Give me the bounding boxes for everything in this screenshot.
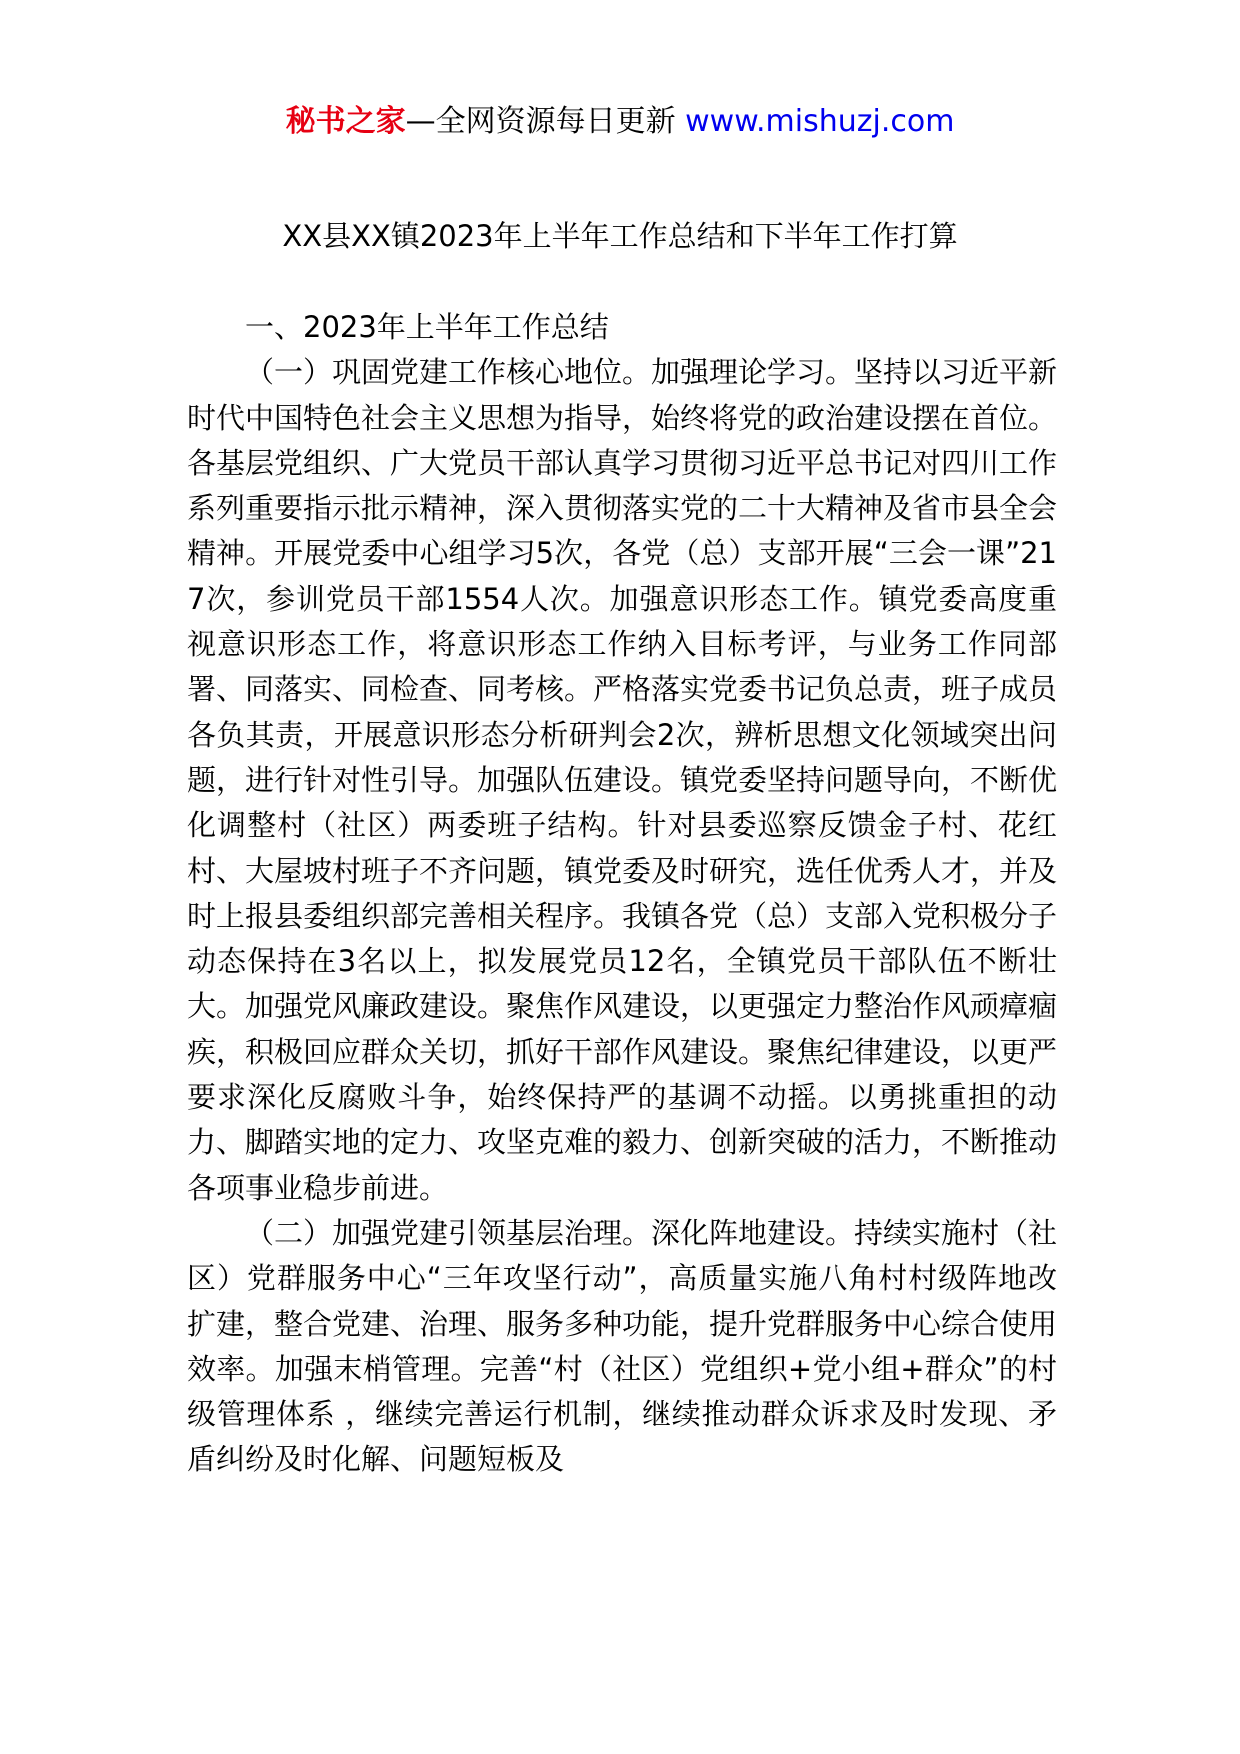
document-title: XX县XX镇2023年上半年工作总结和下半年工作打算 xyxy=(282,219,958,253)
document-body xyxy=(187,305,1057,1483)
site-url-link[interactable]: www.mishuzj.com xyxy=(685,104,955,139)
paragraph-2: （二）加强党建引领基层治理。深化阵地建设。持续实施村（社区）党群服务中心“三年攻坚行动”，高质量实施八角村村级阵地改扩建，整合党建、治理、服务多种功能，提升党群服务中心综合使用效率。加强末梢管理。完善“村（社区）党组织+党小组+群众”的村级管理体系 ，继续完善运行机制，继续推动群众诉求及时发现、矛盾纠纷及时化解、问题短板及 xyxy=(187,1215,1058,1477)
site-name: 秘书之家 xyxy=(285,104,406,139)
paragraph-1: （一）巩固党建工作核心地位。加强理论学习。坚持以习近平新时代中国特色社会主义思想为指导，始终将党的政治建设摆在首位。各基层党组织、广大党员干部认真学习贯彻习近平总书记对四川工作系列重要指示批示精神，深入贯彻落实党的二十大精神及省市县全会精神。开展党委中心组学习5次，各党（总）支部开展“三会一课”217次，参训党员干部1554人次。加强意识形态工作。镇党委高度重视意识形态工作，将意识形态工作纳入目标考评，与业务工作同部署、同落实、同检查、同考核。严格落实党委书记负总责，班子成员各负其责，开展意识形态分析研判会2次，辨析思想文化领域突出问题，进行针对性引导。加强队伍建设。镇党委坚持问题导向，不断优化调整村（社区）两委班子结构。针对县委巡察反馈金子村、花红村、大屋坡村班子不齐问题，镇党委及时研究，选任优秀人才，并及时上报县委组织部完善相关程序。我镇各党（总）支部入党积极分子动态保持在3名以上，拟发展党员12名，全镇党员干部队伍不断壮大。加强党风廉政建设。聚焦作风建设，以更强定力整治作风顽瘴痼疾，积极回应群众关切，抓好干部作风建设。聚焦纪律建设，以更严要求深化反腐败斗争，始终保持严的基调不动摇。以勇挑重担的动力、脚踏实地的定力、攻坚克难的毅力、创新突破的活力，不断推动各项事业稳步前进。 xyxy=(187,355,1058,1205)
site-tagline: —全网资源每日更新 xyxy=(405,104,676,139)
site-header xyxy=(0,100,1240,144)
section-heading: 一、2023年上半年工作总结 xyxy=(245,310,609,344)
